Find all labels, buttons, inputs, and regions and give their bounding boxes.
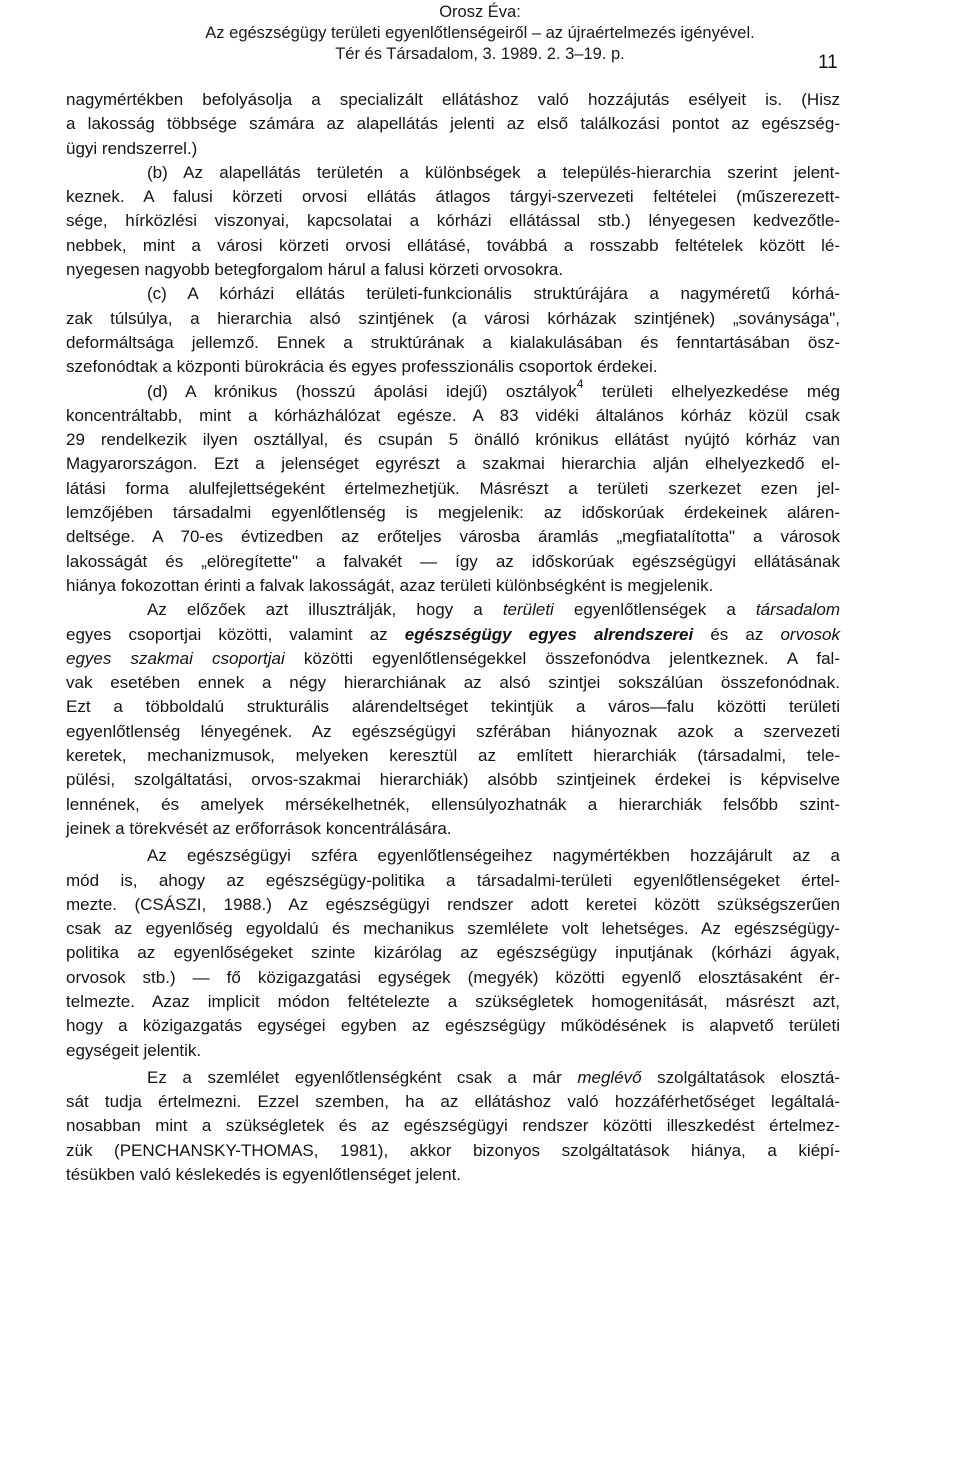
text-line: nagymértékben befolyásolja a specializált ellátáshoz való hozzájutás esélyeit is. (Hisz [66,90,840,109]
header-title: Az egészségügy területi egyenlőtlenségeiről – az újraértelmezés igényével. [205,24,755,42]
text-line: látási forma alulfejlettségeként értelmezhetjük. Másrészt a területi szerkezet ezen jel- [66,478,840,498]
text-run: területi elhelyezkedése még [583,381,840,401]
header-citation: Tér és Társadalom, 3. 1989. 2. 3–19. p. [335,45,625,63]
text-line: sát tudja értelmezni. Ezzel szemben, ha az ellátáshoz való hozzáférhetőséget legáltalá- [66,1092,840,1112]
text-line: nebbek, mint a városi körzeti orvosi ellátásé, továbbá a rosszabb feltételek között lé- [66,235,840,255]
text-line: 29 rendelkezik ilyen osztállyal, és csupán 5 önálló krónikus ellátást nyújtó kórház van [66,430,840,450]
footnote-marker: 4 [576,376,584,391]
text-line: politika az egyenlőségeket szinte kizárólag az egészségügy inputjának (kórházi ágyak, [66,943,840,963]
text-run: Az előzőek azt illusztrálják, hogy a [147,600,503,620]
emphasis-text: társadalom [755,600,840,620]
text-line: pülési, szolgáltatási, orvos-szakmai hierarchiák) alsóbb szintjeinek érdekei is képviselve [66,770,840,790]
text-run: közötti egyenlőtlenségekkel összefonódva jelentkeznek. A fal- [284,648,840,668]
emphasis-text: területi [502,600,554,620]
text-line: Az egészségügyi szféra egyenlőtlenségeihez nagymértékben hozzájárult az a [147,846,840,866]
text-run: szolgáltatások elosztá- [641,1067,841,1087]
text-line [66,598,840,622]
text-run: egyes csoportjai közötti, valamint az [66,624,405,644]
text-line: telmezte. Azaz implicit módon feltételezte a szükségletek homogenitását, másrészt azt, [66,991,840,1011]
text-line: tésükben való késlekedés is egyenlőtlenséget jelent. [66,1165,462,1185]
text-line: mezte. (CSÁSZI, 1988.) Az egészségügyi rendszer adott keretei között szükségszerűen [66,894,840,914]
text-line: egységeit jelentik. [66,1040,202,1060]
text-line: zak túlsúlya, a hierarchia alsó szintjének (a városi kórházak szintjének) „soványsága", [66,308,840,328]
text-line: csak az egyenlőség egyoldalú és mechanikus szemlélete volt lehetséges. Az egészségügy- [66,919,840,939]
text-line: vak esetében ennek a négy hierarchiának az alsó szintjei sokszálúan összefonódnak. [66,673,840,693]
text-line: deformáltsága jellemző. Ennek a struktúrának a kialakulásában és fenntartásában ösz- [66,332,840,352]
text-line: nyegesen nagyobb betegforgalom hárul a falusi körzeti orvosokra. [66,260,564,280]
text-line: mód is, ahogy az egészségügy-politika a társadalmi-területi egyenlőtlenségeket értel- [66,870,840,890]
text-run: és az [693,624,781,644]
text-line: egyenlőtlenség lényegének. Az egészségügyi szférában hiányoznak azok a szervezeti [66,721,840,741]
body-text [66,88,840,1187]
running-header [0,2,960,65]
text-line: jeinek a törekvését az erőforrások koncentrálására. [66,818,452,838]
header-author: Orosz Éva: [439,3,521,21]
emphasis-text: orvosok [780,624,840,644]
text-line: nosabban mint a szükségletek és az egészségügyi rendszer közötti illeszkedést értelmez- [66,1116,840,1136]
text-run: (d) A krónikus (hosszú ápolási idejű) osztályok [147,381,577,401]
text-line: lemzőjében társadalmi egyenlőtlenség is megjelenik: az időskorúak érdekeinek aláren- [66,503,840,523]
emphasis-text: meglévő [577,1067,642,1087]
text-line: keznek. A falusi körzeti orvosi ellátás átlagos tárgyi-szervezeti feltételei (műszerezett- [66,187,840,207]
text-line: orvosok stb.) — fő közigazgatási egységek (megyék) közötti egyenlő elosztásaként ér- [66,967,840,987]
text-line [66,376,840,404]
text-line: lakosságát és „elöregítette" a falvakét — így az időskorúak egészségügyi ellátásának [66,551,840,571]
text-run: egyenlőtlenségek a [553,600,756,620]
text-line [66,1066,840,1090]
emphasis-text: egészségügy egyes alrendszerei [404,624,694,644]
text-line [66,647,840,671]
text-line: a lakosság többsége számára az alapellátás jelenti az első találkozási pontot az egészség- [66,114,840,134]
text-line: (b) Az alapellátás területén a különbségek a település-hierarchia szerint jelent- [147,162,840,182]
text-line: sége, hírközlési viszonyai, kapcsolatai a kórházi ellátással stb.) lényegesen kedvezőtle- [66,211,840,231]
text-line: zük (PENCHANSKY-THOMAS, 1981), akkor bizonyos szolgáltatások hiánya, a kiépí- [66,1140,840,1160]
text-line [66,623,840,647]
text-line: koncentráltabb, mint a kórházhálózat egésze. A 83 vidéki általános kórház közül csak [66,405,840,425]
text-line: ügyi rendszerrel.) [66,138,198,158]
page-number: 11 [818,52,838,73]
text-line: (c) A kórházi ellátás területi-funkcionális struktúrájára a nagyméretű kórhá- [147,284,840,304]
text-line: deltsége. A 70-es évtizedben az erőteljes városba áramlás „megfiatalította" a városok [66,527,840,547]
text-line: Magyarországon. Ezt a jelenséget egyrészt a szakmai hierarchia alján elhelyezkedő el- [66,454,840,474]
text-line: szefonódtak a központi bürokrácia és egyes professzionális csoportok érdekei. [66,357,658,377]
text-line: Ezt a többoldalú strukturális alárendeltséget tekintjük a város—falu közötti területi [66,697,840,717]
text-line: keretek, mechanizmusok, melyeken keresztül az említett hierarchiák (társadalmi, tele- [66,746,840,766]
text-line: lennének, és amelyek mérsékelhetnék, ellensúlyozhatnák a hierarchiák felsőbb szint- [66,794,840,814]
emphasis-text: egyes szakmai csoportjai [66,648,285,668]
text-line: hiánya fokozottan érinti a falvak lakosságát, azaz területi különbségként is megjelenik. [66,575,714,595]
text-run: Ez a szemlélet egyenlőtlenségként csak a már [147,1067,578,1087]
text-line: hogy a közigazgatás egységei egyben az egészségügy működésének is alapvető területi [66,1016,840,1036]
